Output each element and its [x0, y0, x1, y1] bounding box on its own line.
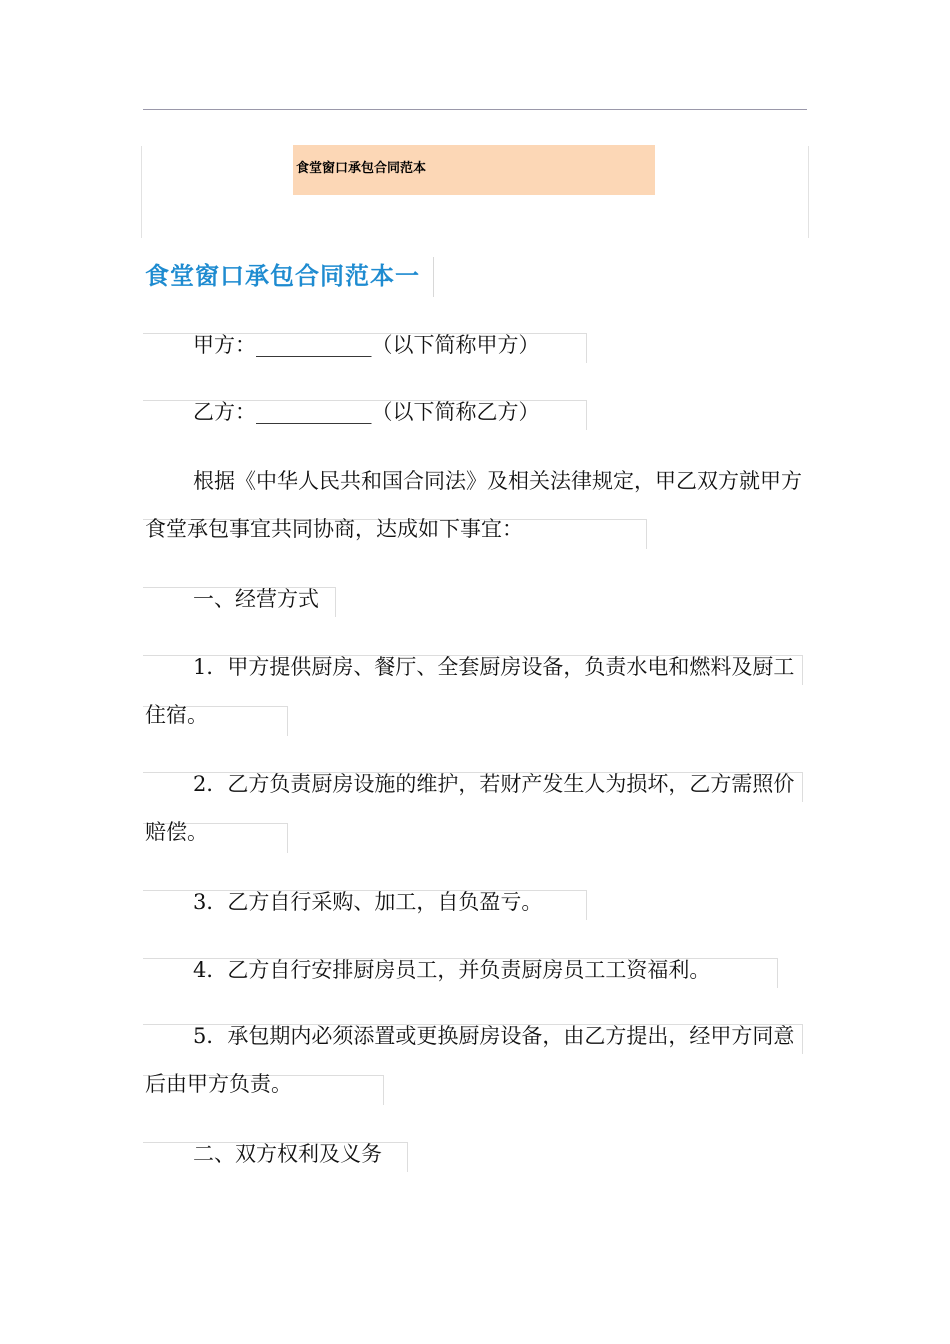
paragraph-intro: 根据《中华人民共和国合同法》及相关法律规定，甲乙双方就甲方食堂承包事宜共同协商，达成如下事宜： [145, 469, 802, 541]
paragraph-item-1: 1．甲方提供厨房、餐厅、全套厨房设备，负责水电和燃料及厨工住宿。 [145, 655, 795, 727]
header-rule [143, 109, 807, 110]
paragraph-item-2: 2．乙方负责厨房设施的维护，若财产发生人为损坏，乙方需照价赔偿。 [145, 772, 795, 844]
paragraph-section-1-heading: 一、经营方式 [193, 587, 319, 611]
paragraph-party-b: 乙方：___________（以下简称乙方） [193, 400, 540, 424]
header-banner-text: 食堂窗口承包合同范本 [296, 161, 427, 176]
paragraph-party-a: 甲方：___________（以下简称甲方） [193, 333, 540, 357]
paragraph-section-2-heading: 二、双方权利及义务 [193, 1142, 382, 1166]
document-title: 食堂窗口承包合同范本一 [145, 261, 420, 290]
title-rule [433, 257, 434, 297]
paragraph-item-3: 3．乙方自行采购、加工，自负盈亏。 [193, 890, 543, 914]
header-frame-right [808, 146, 809, 238]
paragraph-item-4: 4．乙方自行安排厨房员工，并负责厨房员工工资福利。 [193, 958, 711, 982]
header-frame-left [141, 146, 142, 238]
header-banner [293, 145, 655, 195]
paragraph-item-5: 5．承包期内必须添置或更换厨房设备，由乙方提出，经甲方同意后由甲方负责。 [145, 1024, 795, 1096]
